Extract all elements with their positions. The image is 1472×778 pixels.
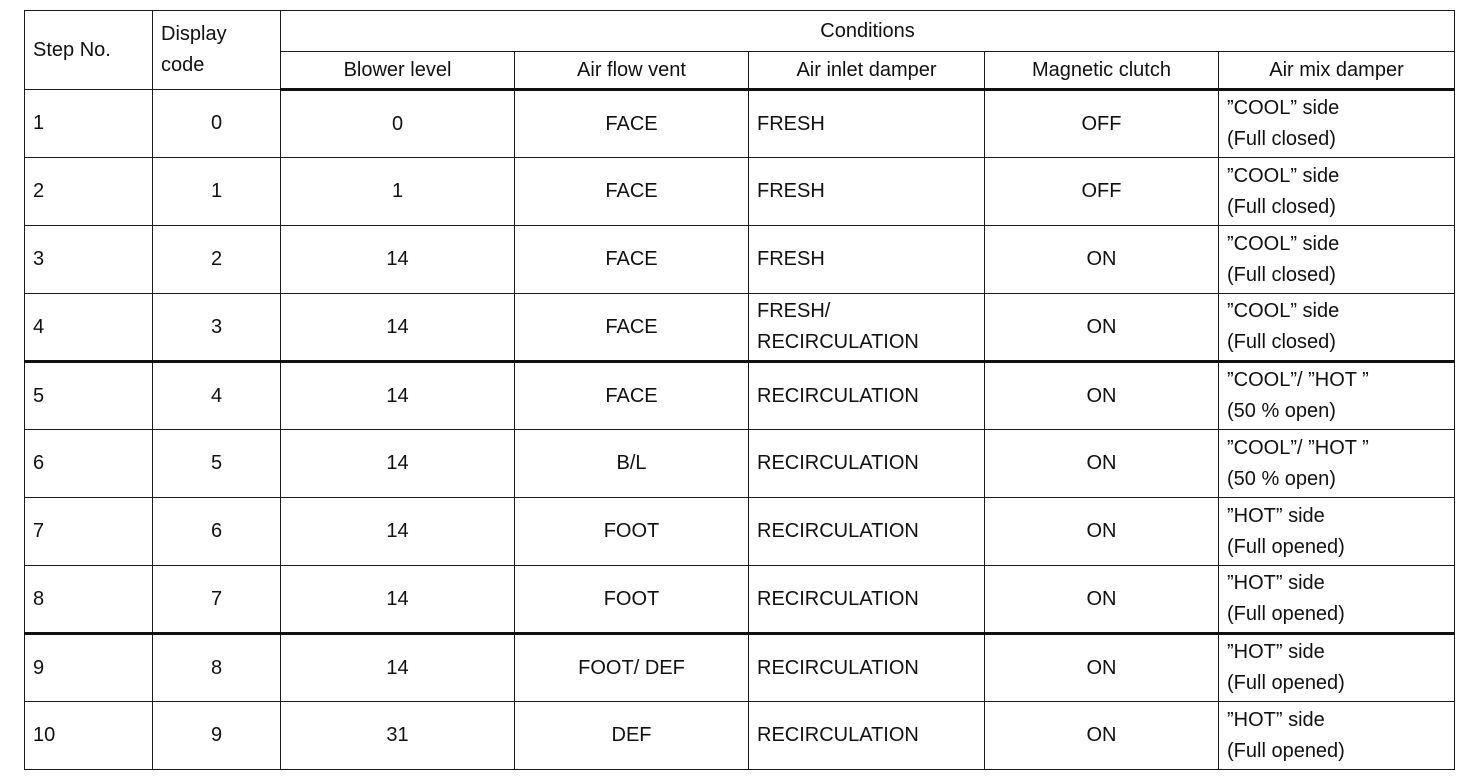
table-row [25,498,1455,566]
air-inlet-damper-cell-text: FRESH [757,180,825,202]
step-cell-text: 1 [33,112,45,134]
table-row [25,294,1455,362]
air-inlet-damper-cell-text: RECIRCULATION [757,384,919,407]
air-flow-vent-cell-text: FOOT/ DEF [578,656,685,679]
step-cell [25,430,153,498]
blower-level-cell-text: 14 [386,384,409,407]
air-flow-vent-cell [515,362,749,430]
header-display-code [153,11,281,90]
step-cell-text: 10 [33,724,56,746]
display-code-cell-text: 2 [210,248,223,270]
blower-level-cell-text: 14 [386,315,409,338]
step-cell-text: 9 [33,656,45,679]
step-cell [25,634,153,702]
header-air-inlet-damper: Air inlet damper [749,52,985,90]
step-cell [25,498,153,566]
air-inlet-damper-cell-text: RECIRCULATION [757,520,919,542]
display-code-cell-text: 7 [210,587,223,610]
air-mix-damper-cell-text: (Full opened) [1227,535,1345,558]
display-code-cell-text: 1 [210,180,223,202]
magnetic-clutch-cell-text: ON [1086,520,1117,542]
table-row [25,90,1455,158]
air-inlet-damper-cell [749,158,985,226]
air-mix-damper-cell-text: ”HOT” side [1227,572,1325,594]
display-code-cell-text: 5 [210,452,223,474]
air-mix-damper-cell-text: ”HOT” side [1227,708,1325,731]
blower-level-cell-text: 31 [386,724,409,746]
air-inlet-damper-cell-text: RECIRCULATION [757,587,919,610]
air-flow-vent-cell [515,158,749,226]
air-inlet-damper-cell [749,430,985,498]
header-air-mix-damper: Air mix damper [1219,52,1455,90]
table-row [25,702,1455,770]
step-cell [25,294,153,362]
air-inlet-damper-cell-text: RECIRCULATION [757,724,919,746]
display-code-cell [153,158,281,226]
magnetic-clutch-cell [985,294,1219,362]
air-flow-vent-cell [515,430,749,498]
display-code-cell-text: 6 [210,520,223,542]
air-inlet-damper-cell [749,702,985,770]
conditions-table [24,10,1455,770]
header-display-code-line1: Display [161,23,227,45]
air-mix-damper-cell-text: ”COOL” side [1227,97,1340,119]
air-mix-damper-cell-text: ”COOL”/ ”HOT ” [1227,436,1369,459]
blower-level-cell [281,90,515,158]
display-code-cell [153,498,281,566]
air-mix-damper-cell [1219,362,1455,430]
header-conditions: Conditions [281,11,1455,52]
air-inlet-damper-cell-text: FRESH [757,248,825,270]
air-flow-vent-cell-text: FACE [605,315,658,338]
air-flow-vent-cell [515,226,749,294]
blower-level-cell [281,566,515,634]
air-mix-damper-cell [1219,90,1455,158]
header-step-no: Step No. [25,11,153,90]
header-air-flow-vent: Air flow vent [515,52,749,90]
blower-level-cell-text: 14 [386,656,409,679]
magnetic-clutch-cell-text: ON [1086,248,1117,270]
step-cell [25,566,153,634]
air-mix-damper-cell-text: (Full closed) [1227,195,1336,218]
table-row [25,158,1455,226]
air-mix-damper-cell [1219,294,1455,362]
magnetic-clutch-cell-text: ON [1086,656,1117,679]
air-flow-vent-cell-text: FACE [605,112,658,135]
display-code-cell-text: 4 [210,384,223,407]
step-cell-text: 8 [33,587,45,610]
air-inlet-damper-cell-text: RECIRCULATION [757,331,919,353]
magnetic-clutch-cell [985,430,1219,498]
magnetic-clutch-cell-text: ON [1086,384,1117,407]
blower-level-cell [281,362,515,430]
blower-level-cell [281,226,515,294]
magnetic-clutch-cell [985,498,1219,566]
air-flow-vent-cell-text: FOOT [603,587,660,610]
air-flow-vent-cell-text: B/L [616,452,647,474]
blower-level-cell [281,702,515,770]
display-code-cell-text: 3 [210,315,223,338]
air-mix-damper-cell [1219,498,1455,566]
display-code-cell [153,566,281,634]
magnetic-clutch-cell-text: ON [1086,315,1117,338]
step-cell [25,702,153,770]
display-code-cell [153,702,281,770]
magnetic-clutch-cell [985,634,1219,702]
air-inlet-damper-cell [749,634,985,702]
air-flow-vent-cell-text: FACE [605,384,658,407]
blower-level-cell [281,634,515,702]
air-mix-damper-cell-text: (50 % open) [1227,400,1336,422]
magnetic-clutch-cell-text: OFF [1081,180,1122,202]
magnetic-clutch-cell [985,566,1219,634]
air-inlet-damper-cell [749,498,985,566]
display-code-cell-text: 8 [210,656,223,679]
magnetic-clutch-cell [985,158,1219,226]
air-mix-damper-cell-text: (Full opened) [1227,603,1345,625]
table-row [25,566,1455,634]
air-flow-vent-cell-text: FOOT [603,520,660,542]
air-inlet-damper-cell-text: FRESH/ [757,300,831,322]
air-flow-vent-cell [515,90,749,158]
table-row [25,362,1455,430]
air-mix-damper-cell [1219,702,1455,770]
step-cell [25,362,153,430]
magnetic-clutch-cell-text: ON [1086,724,1117,746]
air-inlet-damper-cell [749,566,985,634]
magnetic-clutch-cell [985,702,1219,770]
magnetic-clutch-cell [985,90,1219,158]
header-display-code-line2: code [161,54,205,76]
magnetic-clutch-cell-text: OFF [1081,112,1122,135]
air-flow-vent-cell [515,634,749,702]
magnetic-clutch-cell-text: ON [1086,452,1117,474]
air-mix-damper-cell-text: (Full closed) [1227,331,1336,353]
blower-level-cell-text: 14 [386,587,409,610]
header-magnetic-clutch: Magnetic clutch [985,52,1219,90]
air-mix-damper-cell-text: ”COOL” side [1227,164,1340,187]
step-cell-text: 4 [33,315,45,338]
air-mix-damper-cell-text: ”HOT” side [1227,504,1325,527]
display-code-cell [153,634,281,702]
air-inlet-damper-cell-text: RECIRCULATION [757,656,919,679]
step-cell [25,158,153,226]
air-inlet-damper-cell-text: FRESH [757,112,825,135]
display-code-cell [153,90,281,158]
table-row [25,430,1455,498]
step-cell-text: 6 [33,452,45,474]
air-mix-damper-cell-text: ”COOL” side [1227,232,1340,255]
air-mix-damper-cell-text: (Full closed) [1227,128,1336,150]
air-flow-vent-cell [515,566,749,634]
blower-level-cell-text: 14 [386,520,409,542]
blower-level-cell [281,158,515,226]
blower-level-cell-text: 0 [391,112,404,135]
air-inlet-damper-cell [749,90,985,158]
air-inlet-damper-cell [749,362,985,430]
display-code-cell [153,294,281,362]
blower-level-cell-text: 14 [386,248,409,270]
display-code-cell [153,430,281,498]
table-row [25,226,1455,294]
air-mix-damper-cell-text: (50 % open) [1227,467,1336,490]
step-cell-text: 3 [33,248,45,270]
step-cell [25,90,153,158]
display-code-cell [153,226,281,294]
magnetic-clutch-cell-text: ON [1086,587,1117,610]
air-mix-damper-cell [1219,566,1455,634]
air-inlet-damper-cell-text: RECIRCULATION [757,452,919,474]
magnetic-clutch-cell [985,362,1219,430]
blower-level-cell [281,430,515,498]
air-mix-damper-cell [1219,226,1455,294]
air-mix-damper-cell [1219,158,1455,226]
table-row [25,634,1455,702]
air-mix-damper-cell-text: ”HOT” side [1227,641,1325,663]
air-flow-vent-cell-text: FACE [605,248,658,270]
blower-level-cell [281,498,515,566]
blower-level-cell-text: 14 [386,452,409,474]
air-inlet-damper-cell [749,226,985,294]
air-mix-damper-cell [1219,430,1455,498]
air-flow-vent-cell [515,498,749,566]
step-cell-text: 5 [33,384,45,407]
air-mix-damper-cell-text: ”COOL”/ ”HOT ” [1227,369,1369,391]
magnetic-clutch-cell [985,226,1219,294]
step-cell-text: 2 [33,180,45,202]
air-mix-damper-cell [1219,634,1455,702]
air-flow-vent-cell [515,294,749,362]
air-flow-vent-cell-text: DEF [611,724,652,746]
display-code-cell-text: 0 [210,112,223,134]
air-mix-damper-cell-text: ”COOL” side [1227,300,1340,322]
air-inlet-damper-cell [749,294,985,362]
blower-level-cell [281,294,515,362]
blower-level-cell-text: 1 [391,180,404,202]
air-mix-damper-cell-text: (Full opened) [1227,739,1345,762]
display-code-cell [153,362,281,430]
air-mix-damper-cell-text: (Full closed) [1227,263,1336,286]
air-flow-vent-cell-text: FACE [605,180,658,202]
step-cell [25,226,153,294]
table-body [25,90,1455,770]
display-code-cell-text: 9 [210,724,223,746]
air-flow-vent-cell [515,702,749,770]
air-mix-damper-cell-text: (Full opened) [1227,672,1345,694]
header-blower-level: Blower level [281,52,515,90]
step-cell-text: 7 [33,520,45,542]
